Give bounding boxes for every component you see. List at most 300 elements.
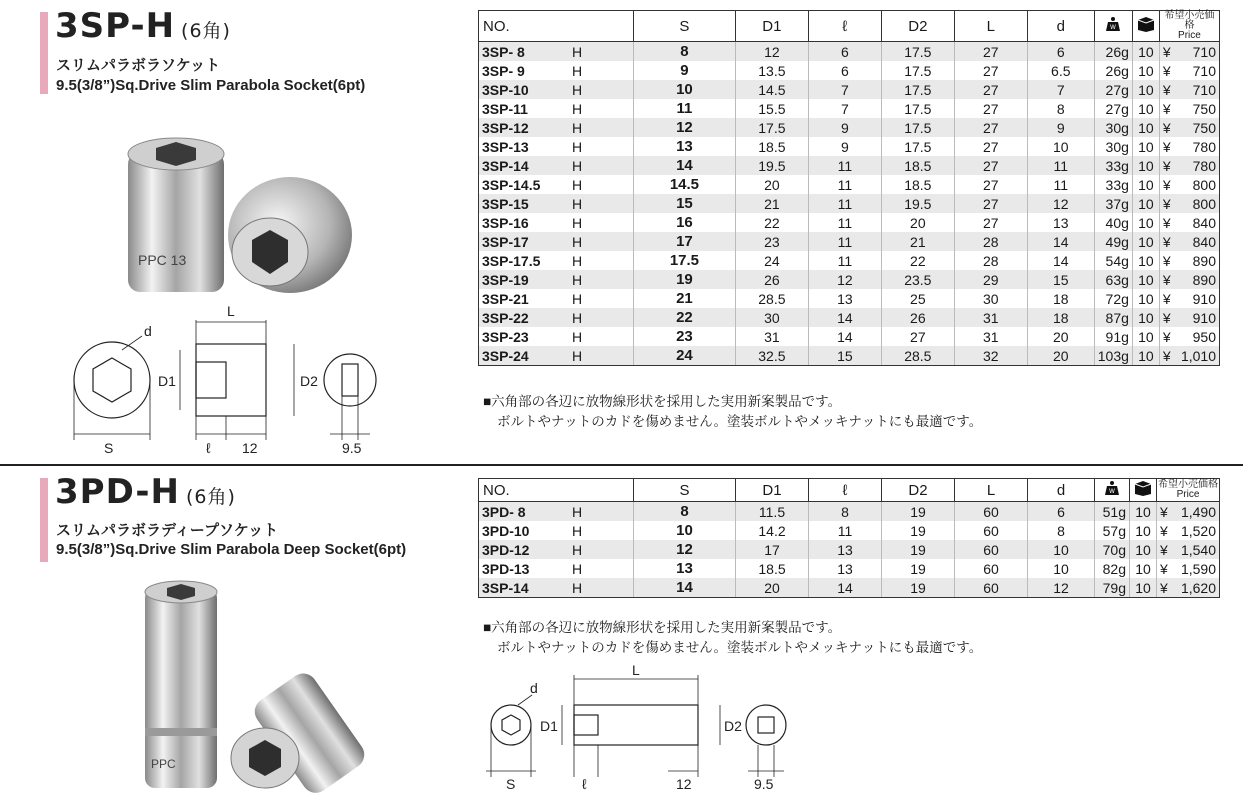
cell-no: 3SP-14 (479, 578, 570, 598)
cell-h: H (569, 213, 633, 232)
note-feature: ■六角部の各辺に放物線形状を採用した実用新案製品です。 ボルトやナットのカドを傷めません。塗装ボルトやメッキナットにも最適です。 (483, 620, 983, 655)
product-name-jp: スリムパラボラディープソケット (56, 522, 279, 539)
dim-label-D2: D2 (300, 373, 318, 389)
cell-w: 27g (1094, 80, 1132, 99)
cell-yen: ¥ (1159, 327, 1178, 346)
cell-q: 10 (1132, 175, 1159, 194)
cell-l: 6 (808, 61, 881, 80)
cell-no: 3PD-13 (479, 559, 570, 578)
col-d2: D2 (882, 479, 955, 502)
cell-no: 3SP-12 (479, 118, 569, 137)
cell-p: 950 (1178, 327, 1220, 346)
cell-d: 18 (1027, 289, 1094, 308)
cell-L: 27 (954, 194, 1027, 213)
dim-label-d: d (530, 680, 538, 696)
cell-yen: ¥ (1159, 251, 1178, 270)
col-l: ℓ (809, 479, 882, 502)
cell-L: 27 (954, 137, 1027, 156)
section-divider (0, 464, 1243, 466)
cell-h: H (569, 308, 633, 327)
svg-text:W: W (1109, 488, 1115, 495)
cell-h: H (569, 137, 633, 156)
cell-s: 14 (634, 578, 736, 598)
cell-s: 12 (634, 540, 736, 559)
box-icon (1130, 479, 1157, 502)
cell-p: 750 (1178, 99, 1220, 118)
cell-d: 7 (1027, 80, 1094, 99)
cell-s: 23 (633, 327, 735, 346)
table-row (479, 308, 1220, 327)
cell-l: 11 (808, 232, 881, 251)
product-title: 3PD-H (6角) (55, 472, 236, 512)
cell-q: 10 (1130, 521, 1157, 540)
cell-h: H (569, 175, 633, 194)
col-l: ℓ (808, 11, 881, 42)
cell-p: 1,620 (1175, 578, 1220, 598)
cell-w: 103g (1094, 346, 1132, 366)
cell-w: 27g (1094, 99, 1132, 118)
cell-p: 1,490 (1175, 502, 1220, 522)
cell-no: 3SP-23 (479, 327, 569, 346)
table-row (479, 578, 1220, 598)
cell-h: H (569, 232, 633, 251)
cell-no: 3SP-15 (479, 194, 569, 213)
cell-w: 82g (1095, 559, 1130, 578)
cell-L: 27 (954, 213, 1027, 232)
table-row (479, 213, 1220, 232)
cell-d1: 24 (735, 251, 808, 270)
cell-yen: ¥ (1159, 232, 1178, 251)
cell-h: H (569, 521, 634, 540)
cell-p: 890 (1178, 251, 1220, 270)
cell-p: 910 (1178, 308, 1220, 327)
cell-no: 3SP-10 (479, 80, 569, 99)
cell-h: H (569, 80, 633, 99)
cell-p: 800 (1178, 175, 1220, 194)
cell-d2: 20 (881, 213, 954, 232)
cell-l: 7 (808, 99, 881, 118)
cell-d1: 11.5 (736, 502, 809, 522)
spec-table-3sp (478, 10, 1220, 366)
cell-s: 11 (633, 99, 735, 118)
cell-d: 10 (1027, 137, 1094, 156)
note-feature: ■六角部の各辺に放物線形状を採用した実用新案製品です。 ボルトやナットのカドを傷めません。塗装ボルトやメッキナットにも最適です。 (483, 394, 983, 429)
cell-yen: ¥ (1157, 502, 1176, 522)
cell-q: 10 (1132, 80, 1159, 99)
cell-d1: 14.2 (736, 521, 809, 540)
cell-p: 780 (1178, 137, 1220, 156)
cell-p: 710 (1178, 42, 1220, 62)
cell-L: 32 (954, 346, 1027, 366)
cell-q: 10 (1132, 137, 1159, 156)
product-title: 3SP-H (6角) (55, 6, 231, 46)
table-row (479, 61, 1220, 80)
socket-body (128, 152, 224, 292)
cell-s: 17 (633, 232, 735, 251)
cell-d: 12 (1028, 578, 1095, 598)
cell-q: 10 (1132, 251, 1159, 270)
table-row (479, 251, 1220, 270)
cell-d2: 17.5 (881, 42, 954, 62)
cell-l: 13 (809, 540, 882, 559)
cell-l: 13 (808, 289, 881, 308)
col-d1: D1 (735, 11, 808, 42)
cell-no: 3SP-16 (479, 213, 569, 232)
dim-label-L: L (227, 303, 235, 319)
table-header-row (479, 479, 1220, 502)
cell-no: 3SP-17 (479, 232, 569, 251)
cell-d1: 32.5 (735, 346, 808, 366)
cell-d2: 27 (881, 327, 954, 346)
table-row (479, 175, 1220, 194)
cell-L: 27 (954, 61, 1027, 80)
cell-d2: 19 (882, 578, 955, 598)
cell-q: 10 (1132, 118, 1159, 137)
cell-q: 10 (1132, 213, 1159, 232)
cell-h: H (569, 559, 634, 578)
cell-h: H (569, 194, 633, 213)
cell-p: 710 (1178, 80, 1220, 99)
cell-d1: 15.5 (735, 99, 808, 118)
cell-h: H (569, 502, 634, 522)
cell-w: 26g (1094, 61, 1132, 80)
cell-l: 14 (808, 327, 881, 346)
table-row (479, 194, 1220, 213)
cell-s: 22 (633, 308, 735, 327)
cell-L: 27 (954, 175, 1027, 194)
cell-w: 87g (1094, 308, 1132, 327)
col-d1: D1 (736, 479, 809, 502)
cell-q: 10 (1130, 540, 1157, 559)
cell-no: 3SP- 8 (479, 42, 569, 62)
col-price: 希望小売価格 Price (1159, 11, 1219, 42)
dim-label-9-5: 9.5 (754, 776, 774, 792)
dim-label-L: L (632, 665, 640, 678)
cell-d: 10 (1028, 540, 1095, 559)
cell-w: 30g (1094, 118, 1132, 137)
table-row (479, 99, 1220, 118)
product-name-en: 9.5(3/8”)Sq.Drive Slim Parabola Socket(6pt) (56, 77, 366, 94)
cell-yen: ¥ (1159, 61, 1178, 80)
cell-h: H (569, 270, 633, 289)
cell-yen: ¥ (1159, 99, 1178, 118)
cell-d2: 19.5 (881, 194, 954, 213)
cell-yen: ¥ (1159, 194, 1178, 213)
cell-d2: 28.5 (881, 346, 954, 366)
cell-q: 10 (1130, 559, 1157, 578)
cell-L: 27 (954, 156, 1027, 175)
col-s: S (633, 11, 735, 42)
cell-L: 60 (955, 502, 1028, 522)
cell-yen: ¥ (1159, 137, 1178, 156)
cell-d1: 20 (735, 175, 808, 194)
cell-q: 10 (1132, 289, 1159, 308)
socket-marking: PPC 13 (138, 252, 187, 268)
cell-yen: ¥ (1159, 213, 1178, 232)
cell-p: 1,520 (1175, 521, 1220, 540)
cell-h: H (569, 118, 633, 137)
cell-s: 10 (634, 521, 736, 540)
cell-d: 10 (1028, 559, 1095, 578)
table-row (479, 559, 1220, 578)
cell-L: 28 (954, 251, 1027, 270)
cell-s: 15 (633, 194, 735, 213)
dim-label-9-5: 9.5 (342, 440, 362, 456)
cell-h: H (569, 327, 633, 346)
spec-table-3pd (478, 478, 1220, 598)
cell-p: 910 (1178, 289, 1220, 308)
cell-q: 10 (1132, 99, 1159, 118)
cell-d2: 25 (881, 289, 954, 308)
cell-w: 49g (1094, 232, 1132, 251)
cell-h: H (569, 99, 633, 118)
cell-l: 7 (808, 80, 881, 99)
cell-s: 19 (633, 270, 735, 289)
cell-w: 57g (1095, 521, 1130, 540)
cell-no: 3SP-24 (479, 346, 569, 366)
table-row (479, 327, 1220, 346)
cell-d2: 19 (882, 540, 955, 559)
section-accent-bar (40, 478, 48, 562)
cell-l: 11 (808, 175, 881, 194)
cell-d: 20 (1027, 327, 1094, 346)
table-row (479, 80, 1220, 99)
cell-d2: 26 (881, 308, 954, 327)
cell-d2: 22 (881, 251, 954, 270)
cell-q: 10 (1132, 194, 1159, 213)
cell-w: 33g (1094, 175, 1132, 194)
cell-p: 1,010 (1178, 346, 1220, 366)
col-no: NO. (479, 11, 634, 42)
cell-s: 16 (633, 213, 735, 232)
cell-d1: 18.5 (736, 559, 809, 578)
cell-d: 8 (1027, 99, 1094, 118)
cell-no: 3SP-14.5 (479, 175, 569, 194)
cell-l: 15 (808, 346, 881, 366)
cell-d: 20 (1027, 346, 1094, 366)
cell-d: 11 (1027, 156, 1094, 175)
table-row (479, 156, 1220, 175)
cell-l: 9 (808, 118, 881, 137)
cell-w: 40g (1094, 213, 1132, 232)
svg-text:W: W (1110, 24, 1117, 31)
cell-q: 10 (1132, 156, 1159, 175)
cell-s: 14.5 (633, 175, 735, 194)
cell-L: 30 (954, 289, 1027, 308)
cell-s: 10 (633, 80, 735, 99)
cell-h: H (569, 346, 633, 366)
dim-label-d: d (144, 323, 152, 339)
cell-s: 8 (634, 502, 736, 522)
cell-yen: ¥ (1159, 118, 1178, 137)
col-d: d (1028, 479, 1095, 502)
cell-yen: ¥ (1157, 559, 1176, 578)
cell-L: 60 (955, 559, 1028, 578)
cell-no: 3PD-10 (479, 521, 570, 540)
cell-no: 3SP-21 (479, 289, 569, 308)
cell-w: 37g (1094, 194, 1132, 213)
cell-d: 6 (1028, 502, 1095, 522)
cell-l: 11 (808, 251, 881, 270)
cell-d: 9 (1027, 118, 1094, 137)
cell-p: 1,540 (1175, 540, 1220, 559)
cell-l: 13 (809, 559, 882, 578)
cell-d1: 30 (735, 308, 808, 327)
cell-d2: 17.5 (881, 80, 954, 99)
dim-label-l: ℓ (206, 440, 211, 456)
cell-l: 12 (808, 270, 881, 289)
cell-no: 3SP-13 (479, 137, 569, 156)
cell-w: 26g (1094, 42, 1132, 62)
cell-l: 14 (809, 578, 882, 598)
cell-no: 3SP-14 (479, 156, 569, 175)
cell-yen: ¥ (1159, 175, 1178, 194)
section-accent-bar (40, 12, 48, 94)
cell-p: 780 (1178, 156, 1220, 175)
cell-d1: 20 (736, 578, 809, 598)
cell-d1: 19.5 (735, 156, 808, 175)
cell-d: 14 (1027, 251, 1094, 270)
cell-yen: ¥ (1157, 578, 1176, 598)
cell-d1: 18.5 (735, 137, 808, 156)
cell-l: 8 (809, 502, 882, 522)
cell-yen: ¥ (1157, 521, 1176, 540)
col-no: NO. (479, 479, 634, 502)
dimension-drawing (60, 300, 390, 460)
col-s: S (634, 479, 736, 502)
cell-h: H (569, 156, 633, 175)
cell-d1: 17.5 (735, 118, 808, 137)
cell-d: 8 (1028, 521, 1095, 540)
socket-photo (100, 130, 360, 305)
cell-q: 10 (1132, 346, 1159, 366)
product-name-jp: スリムパラボラソケット (56, 57, 221, 74)
cell-yen: ¥ (1159, 42, 1178, 62)
cell-d1: 23 (735, 232, 808, 251)
cell-h: H (569, 289, 633, 308)
col-L: L (954, 11, 1027, 42)
cell-l: 11 (808, 194, 881, 213)
cell-h: H (569, 42, 633, 62)
cell-s: 24 (633, 346, 735, 366)
cell-h: H (569, 251, 633, 270)
cell-d: 6.5 (1027, 61, 1094, 80)
socket-marking: PPC (151, 757, 176, 771)
cell-no: 3SP-19 (479, 270, 569, 289)
cell-d2: 18.5 (881, 175, 954, 194)
cell-no: 3PD- 8 (479, 502, 570, 522)
cell-l: 11 (808, 156, 881, 175)
cell-d1: 31 (735, 327, 808, 346)
weight-icon (1095, 479, 1130, 502)
cell-d1: 13.5 (735, 61, 808, 80)
cell-p: 710 (1178, 61, 1220, 80)
cell-L: 60 (955, 521, 1028, 540)
table-row (479, 137, 1220, 156)
cell-no: 3SP-17.5 (479, 251, 569, 270)
dim-label-D1: D1 (158, 373, 176, 389)
cell-w: 72g (1094, 289, 1132, 308)
cell-L: 27 (954, 99, 1027, 118)
cell-d2: 21 (881, 232, 954, 251)
cell-s: 14 (633, 156, 735, 175)
table-row (479, 346, 1220, 366)
cell-no: 3SP-22 (479, 308, 569, 327)
cell-d: 13 (1027, 213, 1094, 232)
cell-q: 10 (1132, 42, 1159, 62)
cell-w: 79g (1095, 578, 1130, 598)
cell-L: 28 (954, 232, 1027, 251)
cell-no: 3SP-11 (479, 99, 569, 118)
cell-w: 33g (1094, 156, 1132, 175)
cell-d2: 17.5 (881, 99, 954, 118)
cell-yen: ¥ (1159, 346, 1178, 366)
cell-q: 10 (1130, 578, 1157, 598)
cell-p: 1,590 (1175, 559, 1220, 578)
col-d: d (1027, 11, 1094, 42)
cell-p: 890 (1178, 270, 1220, 289)
table-row (479, 289, 1220, 308)
cell-d: 15 (1027, 270, 1094, 289)
cell-d1: 17 (736, 540, 809, 559)
dim-label-l: ℓ (582, 776, 587, 792)
cell-w: 51g (1095, 502, 1130, 522)
cell-no: 3SP- 9 (479, 61, 569, 80)
cell-d1: 21 (735, 194, 808, 213)
cell-L: 60 (955, 540, 1028, 559)
cell-d: 12 (1027, 194, 1094, 213)
cell-s: 9 (633, 61, 735, 80)
table-row (479, 270, 1220, 289)
table-row (479, 502, 1220, 522)
deep-socket-photo (125, 578, 375, 793)
cell-l: 11 (809, 521, 882, 540)
cell-d1: 28.5 (735, 289, 808, 308)
cell-q: 10 (1132, 327, 1159, 346)
cell-d: 14 (1027, 232, 1094, 251)
col-price: 希望小売価格 Price (1158, 479, 1218, 500)
cell-w: 54g (1094, 251, 1132, 270)
table-row (479, 521, 1220, 540)
cell-d2: 19 (882, 521, 955, 540)
dim-label-S: S (506, 776, 516, 792)
dim-label-D2: D2 (724, 718, 742, 734)
cell-p: 750 (1178, 118, 1220, 137)
dim-label-S: S (104, 440, 114, 456)
cell-l: 9 (808, 137, 881, 156)
product-name-en: 9.5(3/8”)Sq.Drive Slim Parabola Deep Socket(6pt) (56, 541, 407, 558)
cell-d2: 18.5 (881, 156, 954, 175)
cell-w: 63g (1094, 270, 1132, 289)
cell-p: 800 (1178, 194, 1220, 213)
cell-w: 91g (1094, 327, 1132, 346)
dimension-drawing-deep (478, 665, 798, 795)
cell-L: 60 (955, 578, 1028, 598)
cell-q: 10 (1130, 502, 1157, 522)
cell-p: 840 (1178, 213, 1220, 232)
table-row (479, 232, 1220, 251)
dim-label-D1: D1 (540, 718, 558, 734)
cell-l: 11 (808, 213, 881, 232)
weight-icon (1094, 11, 1132, 42)
cell-q: 10 (1132, 232, 1159, 251)
cell-yen: ¥ (1159, 289, 1178, 308)
cell-d2: 17.5 (881, 61, 954, 80)
cell-d1: 14.5 (735, 80, 808, 99)
table-row (479, 540, 1220, 559)
cell-p: 840 (1178, 232, 1220, 251)
cell-s: 8 (633, 42, 735, 62)
